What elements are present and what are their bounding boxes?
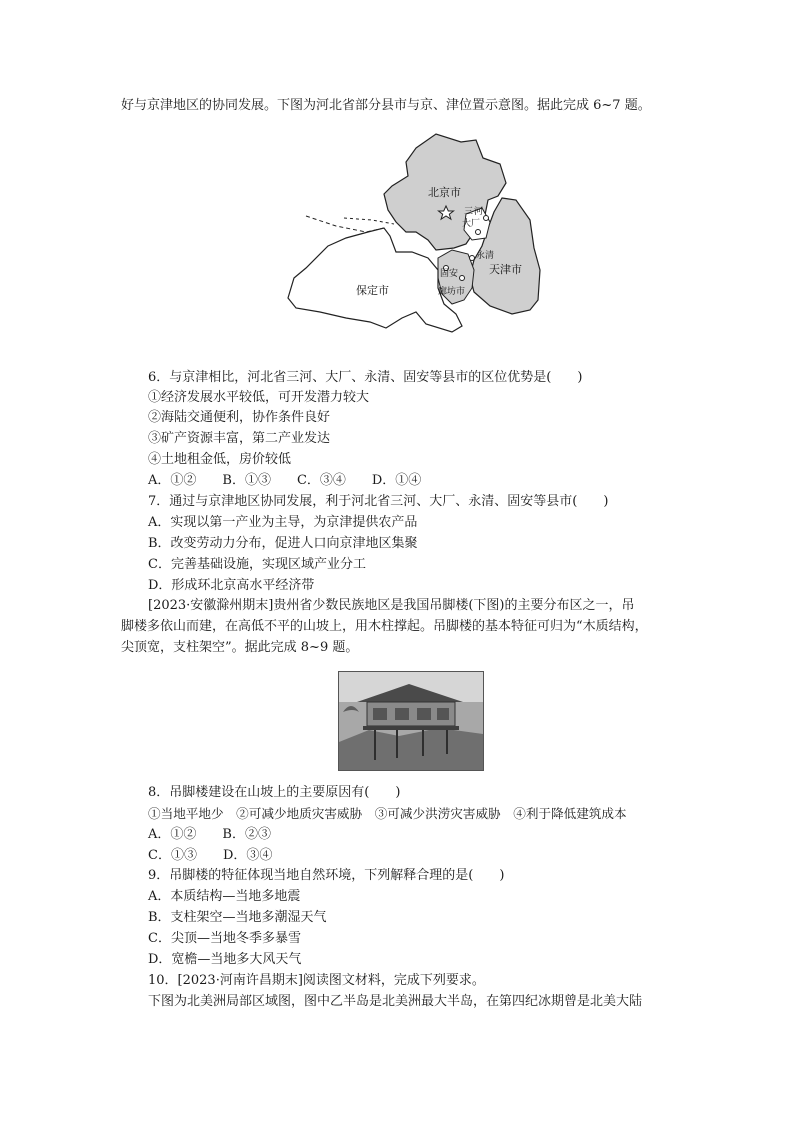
q10-stem: 10．[2023·河南许昌期末]阅读图文材料，完成下列要求。 — [148, 973, 485, 988]
passage2-line2: 脚楼多依山而建，在高低不平的山坡上，用木柱撑起。吊脚楼的基本特征可归为“木质结构， — [121, 619, 648, 634]
hebei-location-map — [276, 128, 548, 334]
label-tianjin: 天津市 — [489, 263, 522, 276]
sanhe-dot — [484, 216, 489, 221]
label-guan: 固安 — [440, 269, 459, 279]
q6-option-2: ②海陆交通便利，协作条件良好 — [148, 410, 331, 425]
label-langfang: 廊坊市 — [438, 287, 466, 297]
label-sanhe-2: 河 — [474, 207, 484, 217]
q6-option-3: ③矿产资源丰富，第二产业发达 — [148, 431, 331, 446]
q6-option-1: ①经济发展水平较低，可开发潜力较大 — [148, 390, 370, 405]
q9-option-c: C．尖顶—当地冬季多暴雪 — [148, 931, 301, 946]
q7-option-c: C．完善基础设施，实现区域产业分工 — [148, 557, 366, 572]
stilt-house-photo — [338, 671, 484, 771]
label-dachang: 大厂 — [462, 219, 481, 229]
q7-option-d: D．形成环北京高水平经济带 — [148, 578, 315, 593]
q8-stem: 8．吊脚楼建设在山坡上的主要原因有( ) — [148, 785, 401, 800]
q8-choices-ab: A．①② B．②③ — [148, 827, 271, 842]
dashed-boundary-2 — [344, 218, 394, 224]
label-sanhe-1: 三 — [464, 207, 474, 217]
q9-stem: 9．吊脚楼的特征体现当地自然环境，下列解释合理的是( ) — [148, 868, 505, 883]
langfang-dot — [460, 276, 465, 281]
q10-text: 下图为北美洲局部区域图，图中乙半岛是北美洲最大半岛，在第四纪冰期曾是北美大陆 — [148, 994, 643, 1009]
q6-choices: A．①② B．①③ C．③④ D．①④ — [148, 473, 422, 488]
intro-text: 好与京津地区的协同发展。下图为河北省部分县市与京、津位置示意图。据此完成 6~7 题。 — [121, 98, 651, 113]
q6-stem: 6．与京津相比，河北省三河、大厂、永清、固安等县市的区位优势是( ) — [148, 370, 583, 385]
q9-option-d: D．宽檐—当地多大风天气 — [148, 952, 302, 967]
label-beijing: 北京市 — [428, 186, 461, 199]
q8-choices-cd: C．①③ D．③④ — [148, 848, 273, 863]
q8-options: ①当地平地少 ②可减少地质灾害威胁 ③可减少洪涝灾害威胁 ④利于降低建筑成本 — [148, 806, 627, 821]
q9-option-b: B．支柱架空—当地多潮湿天气 — [148, 910, 327, 925]
q9-option-a: A．本质结构—当地多地震 — [148, 889, 301, 904]
passage2-line3: 尖顶宽，支柱架空”。据此完成 8~9 题。 — [121, 640, 359, 655]
q6-option-4: ④土地租金低，房价较低 — [148, 452, 292, 467]
label-yongqing: 永清 — [476, 251, 495, 261]
yongqing-dot — [470, 256, 475, 261]
passage2-line1: [2023·安徽滁州期末]贵州省少数民族地区是我国吊脚楼(下图)的主要分布区之一，吊 — [148, 598, 635, 613]
q7-option-a: A．实现以第一产业为主导，为京津提供农产品 — [148, 515, 418, 530]
label-baoding: 保定市 — [356, 284, 389, 297]
q7-stem: 7．通过与京津地区协同发展，利于河北省三河、大厂、永清、固安等县市( ) — [148, 494, 609, 509]
q7-option-b: B．改变劳动力分布，促进人口向京津地区集聚 — [148, 536, 418, 551]
dachang-dot — [476, 230, 481, 235]
